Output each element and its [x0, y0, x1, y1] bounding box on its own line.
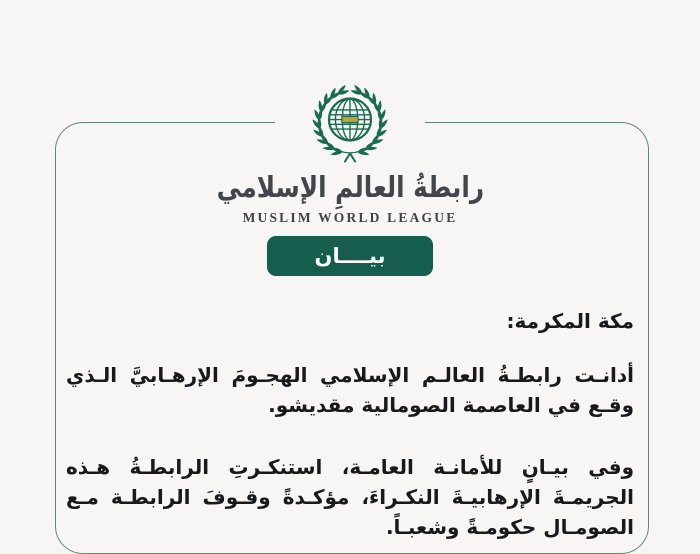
- wreath-globe-icon: [304, 83, 396, 167]
- org-name-english: MUSLIM WORLD LEAGUE: [242, 210, 458, 225]
- statement-body: [66, 306, 634, 542]
- statement-paragraph: أدانـت رابطـةُ العالـم الإسلامي الهجـومَ الإرهـابيَّ الـذي وقـع في العاصمة الصومالية مقديشو.: [66, 363, 634, 417]
- header: [0, 0, 700, 276]
- gold-band: [342, 116, 358, 122]
- banner-label: بيــــان: [314, 244, 386, 268]
- statement-banner: [267, 236, 433, 276]
- statement-paragraph: وفي بيـانٍ للأمانـة العامـة، استنكـرتِ الرابطـةُ هـذه الجريمـةَ الإرهابيـةَ النكـراءَ، مؤكـدةً وقـوفَ الرابطـة مـع الصومـال حكومـةً وشعبـاً.: [66, 455, 634, 539]
- mwl-logo: [275, 83, 425, 167]
- dateline: مكة المكرمة:: [506, 309, 634, 333]
- org-name-arabic: رابطةُ العالمِ الإسلامي: [216, 170, 484, 204]
